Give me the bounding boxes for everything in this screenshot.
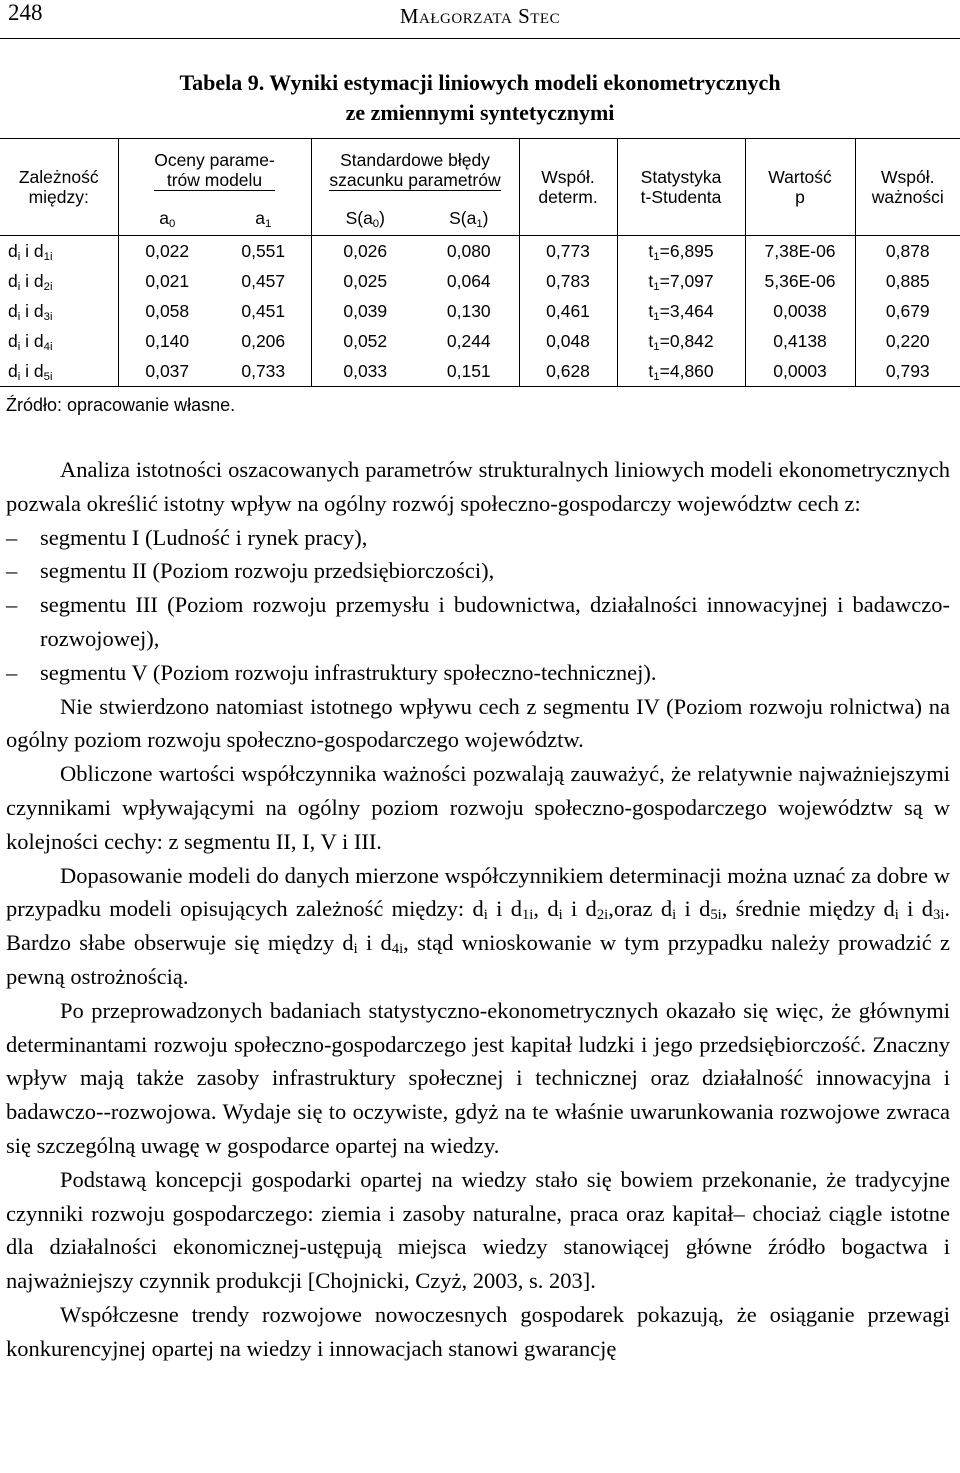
paragraph: Dopasowanie modeli do danych mierzone współczynnikiem determinacji można uznać za dobre w przypadku modeli opisujących zależność między: $d_i$ i $d_{1i}$, $d_i$ i $d_{2i},oraz$ $d_i$ i $d_{5i}$, średnie między $d_i$ i $d_{3i}$. Bardzo słabe obserwuje się między $d_i$ i $d_{4i}$, stąd wnioskowanie w tym przypadku należy prowadzić z pewną ostrożnością. [6, 862, 951, 989]
running-head-author: Małgorzata Stec [399, 4, 561, 28]
cell-a1: 0,733 [216, 356, 311, 387]
cell-determination: 0,783 [519, 266, 617, 296]
cell-weight: 0,220 [885, 331, 930, 351]
cell-determination: 0,628 [519, 356, 617, 387]
cell-a1: 0,457 [216, 266, 311, 296]
cell-dependency: $d_i$ i $d_{1i}$ [0, 236, 118, 267]
cell-a1: 0,206 [216, 326, 311, 356]
cell-t-statistic: $t_1=6,895$ [617, 236, 745, 267]
cell-s-a0: 0,052 [343, 331, 388, 351]
body-text [6, 453, 950, 1366]
cell-p-value: 7,38E-06 [745, 236, 855, 267]
caption-line-2: ze zmiennymi syntetycznymi [345, 100, 615, 125]
page-number: 248 [8, 0, 43, 25]
cell-weight: 0,679 [885, 301, 930, 321]
cell-determination: 0,773 [519, 236, 617, 267]
cell-weight: 0,885 [885, 271, 930, 291]
cell-s-a0: 0,025 [343, 271, 388, 291]
header-p-value: Wartość p [745, 139, 855, 236]
table-row [0, 326, 960, 356]
cell-s-a1: 0,080 [419, 236, 519, 267]
cell-t-statistic: $t_1=3,464$ [617, 296, 745, 326]
table-row [0, 296, 960, 326]
header-a1: $a_1$ [216, 201, 311, 236]
cell-p-value: 0,0003 [745, 356, 855, 387]
cell-p-value: 0,4138 [745, 326, 855, 356]
cell-p-value: 5,36E-06 [745, 266, 855, 296]
cell-determination: 0,461 [519, 296, 617, 326]
header-a0: $a_0$ [118, 201, 216, 236]
table-caption [0, 68, 960, 128]
list-item: – segmentu V (Poziom rozwoju infrastruktury społeczno-technicznej). [6, 659, 657, 685]
cell-s-a0: 0,026 [343, 241, 388, 261]
cell-a0: 0,037 [118, 356, 216, 387]
table-source: Źródło: opracowanie własne. [6, 395, 236, 415]
table-row [0, 356, 960, 387]
header-parameters: Oceny parame- trów modelu [118, 139, 311, 202]
header-t-statistic: Statystyka t-Studenta [617, 139, 745, 236]
list-item: – segmentu II (Poziom rozwoju przedsiębiorczości), [6, 558, 495, 584]
cell-s-a1: 0,064 [419, 266, 519, 296]
cell-t-statistic: $t_1=4,860$ [617, 356, 745, 387]
list-item: – segmentu III (Poziom rozwoju przemysłu i budownictwa, działalności innowacyjnej i badawczo-rozwojowej), [6, 592, 950, 651]
cell-weight: 0,878 [885, 241, 930, 261]
cell-a1: 0,551 [216, 236, 311, 267]
cell-s-a0: 0,033 [311, 356, 419, 387]
cell-dependency: $d_i$ i $d_{4i}$ [0, 326, 118, 356]
caption-line-1: Tabela 9. Wyniki estymacji liniowych modeli ekonometrycznych [179, 70, 781, 95]
header-s-a0: $S(a_0)$ [311, 201, 419, 236]
page-header [0, 0, 960, 39]
cell-dependency: $d_i$ i $d_{3i}$ [0, 296, 118, 326]
cell-s-a0: 0,039 [343, 301, 388, 321]
cell-weight: 0,793 [855, 356, 960, 387]
list-item: – segmentu I (Ludność i rynek pracy), [6, 524, 368, 550]
cell-s-a1: 0,151 [419, 356, 519, 387]
cell-a0: 0,058 [145, 301, 190, 321]
header-s-a1: $S(a_1)$ [419, 201, 519, 236]
cell-determination: 0,048 [519, 326, 617, 356]
header-dependency: Zależność między: [0, 139, 118, 236]
paragraph: Obliczone wartości współczynnika ważności pozwalają zauważyć, że relatywnie najważniejszymi czynnikami wpływającymi na ogólny poziom rozwoju społeczno-gospodarczego województw są w kolejności cechy: z segmentu II, I, V i III. [6, 761, 950, 854]
paragraph: Podstawą koncepcji gospodarki opartej na wiedzy stało się bowiem przekonanie, że tradycyjne czynniki rozwoju gospodarczego: ziemia i zasoby naturalne, praca oraz kapitał– chociaż ciągle istotne dla działalności ekonomicznej-ustępują miejsca wiedzy stanowiącej główne źródło bogactwa i najważniejszy czynnik produkcji [Chojnicki, Czyż, 2003, s. 203]. [6, 1166, 950, 1294]
header-determination: Współ. determ. [519, 139, 617, 236]
cell-dependency: $d_i$ i $d_{2i}$ [0, 266, 118, 296]
cell-a1: 0,451 [216, 296, 311, 326]
paragraph: Analiza istotności oszacowanych parametrów strukturalnych liniowych modeli ekonometrycznych pozwala określić istotny wpływ na ogólny rozwój społeczno-gospodarczy województw cech z: [6, 457, 950, 516]
header-std-errors: Standardowe błędy szacunku parametrów [311, 139, 519, 202]
cell-a0: 0,022 [145, 241, 190, 261]
cell-s-a1: 0,130 [419, 296, 519, 326]
segment-list [6, 521, 950, 690]
cell-t-statistic: $t_1=7,097$ [617, 266, 745, 296]
paragraph: Po przeprowadzonych badaniach statystyczno-ekonometrycznych okazało się więc, że głównymi determinantami rozwoju społeczno-gospodarczego jest kapitał ludzki i jego przedsiębiorczość. Znaczny wpływ mają także zasoby infrastruktury społecznej i technicznej oraz działalność innowacyjna i badawczo--rozwojowa. Wydaje się to oczywiste, gdyż na te właśnie uwarunkowania rozwojowe zwraca się szczególną uwagę w gospodarce opartej na wiedzy. [6, 997, 950, 1158]
cell-dependency: $d_i$ i $d_{5i}$ [0, 356, 118, 387]
paragraph: Współczesne trendy rozwojowe nowoczesnych gospodarek pokazują, że osiąganie przewagi konkurencyjnej opartej na wiedzy i innowacjach stanowi gwarancję [6, 1301, 950, 1361]
cell-s-a1: 0,244 [419, 326, 519, 356]
paragraph: Nie stwierdzono natomiast istotnego wpływu cech z segmentu IV (Poziom rozwoju rolnictwa) na ogólny poziom rozwoju społeczno-gospodarczego województw. [6, 693, 950, 753]
results-table [0, 138, 960, 387]
table-row [0, 266, 960, 296]
header-weight: Współ. ważności [855, 139, 960, 236]
table-row [0, 236, 960, 267]
cell-t-statistic: $t_1=0,842$ [617, 326, 745, 356]
cell-a0: 0,021 [145, 271, 190, 291]
cell-a0: 0,140 [145, 331, 190, 351]
cell-p-value: 0,0038 [745, 296, 855, 326]
